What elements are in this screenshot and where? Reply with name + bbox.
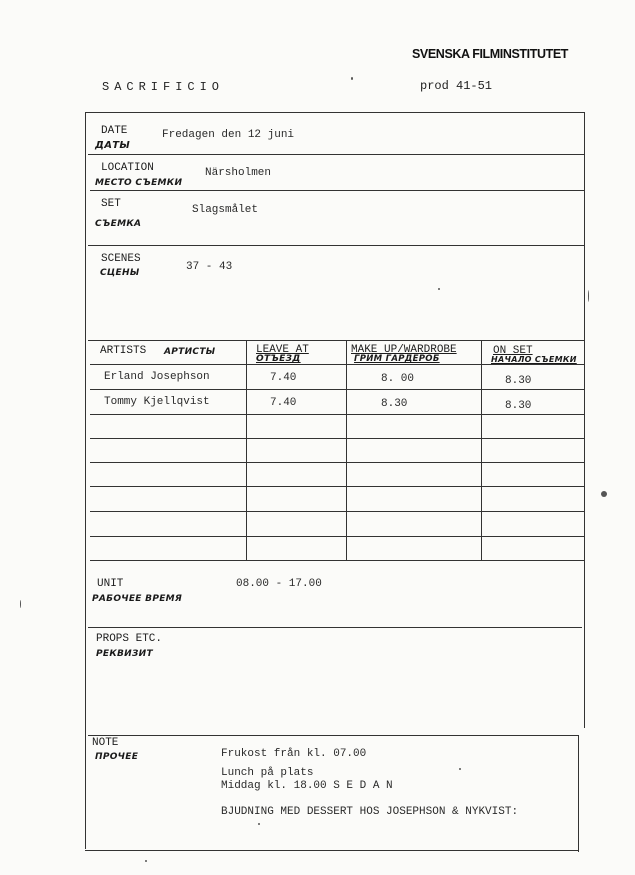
note-right-border	[578, 735, 579, 852]
onset-header-ru: НАЧАЛО СЪЕМКИ	[491, 355, 577, 364]
table-line-3	[90, 438, 584, 439]
table-col-3	[481, 340, 482, 560]
props-label-ru: РЕКВИЗИТ	[96, 649, 153, 659]
table-col-1	[246, 340, 247, 560]
frame-bottom	[85, 850, 579, 851]
table-line-7	[90, 536, 584, 537]
location-label: LOCATION	[101, 162, 154, 174]
location-value: Närsholmen	[205, 167, 272, 179]
divider-location	[90, 190, 584, 191]
table-row-2-makeup: 8.30	[381, 398, 408, 410]
set-label-ru: СЪЕМКА	[95, 219, 142, 229]
film-title: SACRIFICIO	[102, 80, 225, 94]
scan-speck	[20, 600, 21, 608]
leave-header: LEAVE AT	[256, 344, 309, 356]
note-label: NOTE	[92, 737, 119, 749]
location-label-ru: МЕСТО СЪЕМКИ	[95, 178, 183, 188]
table-col-2	[346, 340, 347, 560]
props-label: PROPS ETC.	[96, 633, 163, 645]
note-line-4: BJUDNING MED DESSERT HOS JOSEPHSON & NYKVIST:	[221, 806, 519, 818]
divider-set	[88, 245, 584, 246]
date-value: Fredagen den 12 juni	[162, 129, 295, 141]
unit-value: 08.00 - 17.00	[236, 578, 322, 590]
prod-number: prod 41-51	[420, 79, 493, 93]
set-label: SET	[101, 198, 121, 210]
institute-name: SVENSKA FILMINSTITUTET	[412, 47, 569, 61]
divider-date	[88, 154, 584, 155]
table-line-5	[90, 486, 584, 487]
frame-top	[85, 112, 585, 113]
scan-speck	[588, 290, 589, 302]
note-label-ru: ПРОЧЕЕ	[95, 752, 139, 762]
unit-label-ru: РАБОЧЕЕ ВРЕМЯ	[92, 594, 183, 604]
onset-header: ON SET	[493, 345, 533, 357]
scan-speck	[258, 823, 260, 825]
table-row-1-artist: Erland Josephson	[104, 371, 210, 383]
table-row-1-leave: 7.40	[270, 372, 297, 384]
scan-speck	[145, 860, 147, 862]
leave-header-ru: ОТЪЕЗД	[256, 354, 301, 364]
table-row-1-onset: 8.30	[505, 375, 532, 387]
artists-header-ru: АРТИСТЫ	[164, 347, 216, 357]
artists-header: ARTISTS	[100, 345, 147, 357]
note-line-3: Middag kl. 18.00 S E D A N	[221, 780, 393, 792]
table-line-4	[90, 462, 584, 463]
set-value: Slagsmålet	[192, 204, 259, 216]
table-line-6	[90, 511, 584, 512]
table-row-2-leave: 7.40	[270, 397, 297, 409]
unit-label: UNIT	[97, 578, 124, 590]
makeup-header-ru: ГРИМ ГАРДЕРОБ	[354, 354, 440, 364]
table-row-2-onset: 8.30	[505, 400, 532, 412]
table-line-1	[90, 389, 584, 390]
frame-left	[85, 112, 86, 849]
scan-speck	[351, 77, 353, 80]
date-label-ru: ДАТЫ	[95, 140, 131, 151]
scenes-value: 37 - 43	[186, 261, 233, 273]
scan-speck	[459, 768, 461, 770]
makeup-header: MAKE UP/WARDROBE	[351, 344, 457, 356]
scan-speck	[601, 491, 607, 497]
scan-speck	[438, 288, 440, 290]
divider-scenes	[88, 340, 584, 341]
table-bottom-line	[90, 560, 584, 561]
date-label: DATE	[101, 125, 128, 137]
scenes-label: SCENES	[101, 253, 141, 265]
divider-props	[88, 735, 579, 736]
table-header-line	[90, 364, 584, 365]
frame-right	[584, 112, 585, 728]
table-row-2-artist: Tommy Kjellqvist	[104, 396, 210, 408]
table-row-1-makeup: 8. 00	[381, 373, 415, 385]
note-line-2: Lunch på plats	[221, 767, 314, 779]
note-line-1: Frukost från kl. 07.00	[221, 748, 367, 760]
table-line-2	[90, 414, 584, 415]
scenes-label-ru: СЦЕНЫ	[100, 268, 140, 278]
divider-unit	[88, 627, 582, 628]
